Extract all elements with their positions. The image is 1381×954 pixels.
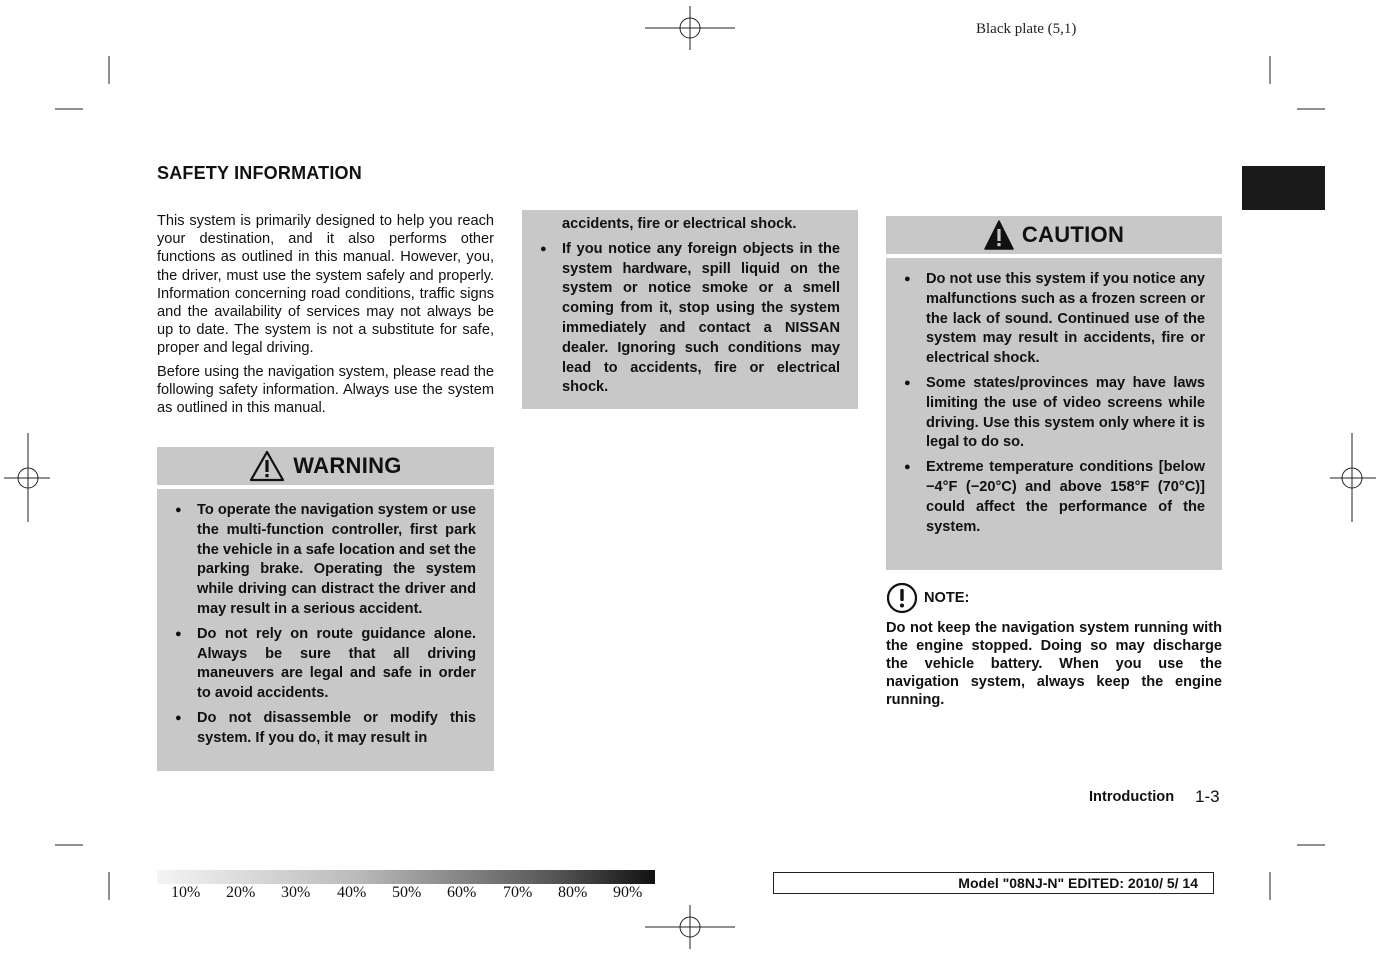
intro-text: [157, 212, 494, 422]
plate-label: Black plate (5,1): [976, 21, 1077, 37]
warning-body: [157, 489, 494, 771]
exclamation-circle-icon: [886, 582, 918, 614]
tint-percent-label: 40%: [337, 884, 367, 901]
chapter-tab: [1242, 166, 1325, 210]
tint-percent-label: 60%: [447, 884, 477, 901]
tint-scale-bar: [157, 870, 655, 884]
caution-header: [886, 216, 1222, 254]
section-title: SAFETY INFORMATION: [157, 163, 362, 183]
warning-item: ● If you notice any foreign objects in the system hardware, spill liquid on the system or notice smoke or a smell coming from it, stop using the system immediately and contact a NISSAN dealer. Ignoring such conditions may lead to accidents, fire or electrical shock.: [540, 240, 840, 398]
intro-paragraph: Before using the navigation system, please read the following safety information. Always use the system as outlined in this manual.: [157, 363, 494, 417]
caution-triangle-icon: [984, 220, 1014, 250]
tint-percent-label: 90%: [613, 884, 643, 901]
note-header: [886, 582, 969, 614]
tint-percent-label: 20%: [226, 884, 256, 901]
warning-continued-body: [522, 210, 858, 409]
caution-title: CAUTION: [1021, 222, 1125, 247]
warning-item: ● To operate the navigation system or use the multi-function controller, first park the vehicle in a safe location and set the parking brake. Operating the system while driving can distract the driver and may result in a serious accident.: [175, 501, 476, 620]
caution-item: ● Extreme temperature conditions [below −4°F (−20°C) and above 158°F (70°C)] could affect the performance of the system.: [904, 458, 1205, 537]
warning-continuation: accidents, fire or electrical shock.: [562, 216, 797, 232]
caution-body: [886, 258, 1222, 570]
model-edit-info: Model "08NJ-N" EDITED: 2010/ 5/ 14: [773, 872, 1214, 894]
warning-title: WARNING: [293, 453, 402, 478]
note-text: Do not keep the navigation system running with the engine stopped. Doing so may discharge the vehicle battery. When you use the navigation system, always keep the engine running.: [886, 620, 1222, 708]
caution-item: ● Do not use this system if you notice any malfunctions such as a frozen screen or the lack of sound. Continued use of the system may result in accidents, fire or electrical shock.: [904, 270, 1205, 369]
tint-percent-label: 70%: [503, 884, 533, 901]
warning-header: [157, 447, 494, 485]
footer-section: Introduction: [1089, 789, 1175, 805]
page-number: 1-3: [1195, 787, 1220, 806]
tint-percent-label: 10%: [171, 884, 201, 901]
caution-item: ● Some states/provinces may have laws limiting the use of video screens while driving. Use this system only where it is legal to do so.: [904, 374, 1205, 453]
tint-percent-label: 80%: [558, 884, 588, 901]
warning-triangle-icon: [249, 450, 285, 482]
intro-paragraph: This system is primarily designed to help you reach your destination, and it also performs other functions as outlined in this manual. However, you, the driver, must use the system safely and properly. Information concerning road conditions, traffic signs and the availability of services may not always be up to date. The system is not a substitute for safe, proper and legal driving.: [157, 213, 494, 357]
tint-percent-label: 30%: [281, 884, 311, 901]
warning-item: ● Do not disassemble or modify this system. If you do, it may result in: [175, 709, 476, 749]
note-title: NOTE:: [924, 590, 970, 606]
tint-percent-label: 50%: [392, 884, 422, 901]
warning-item: ● Do not rely on route guidance alone. Always be sure that all driving maneuvers are legal and safe in order to avoid accidents.: [175, 625, 476, 704]
